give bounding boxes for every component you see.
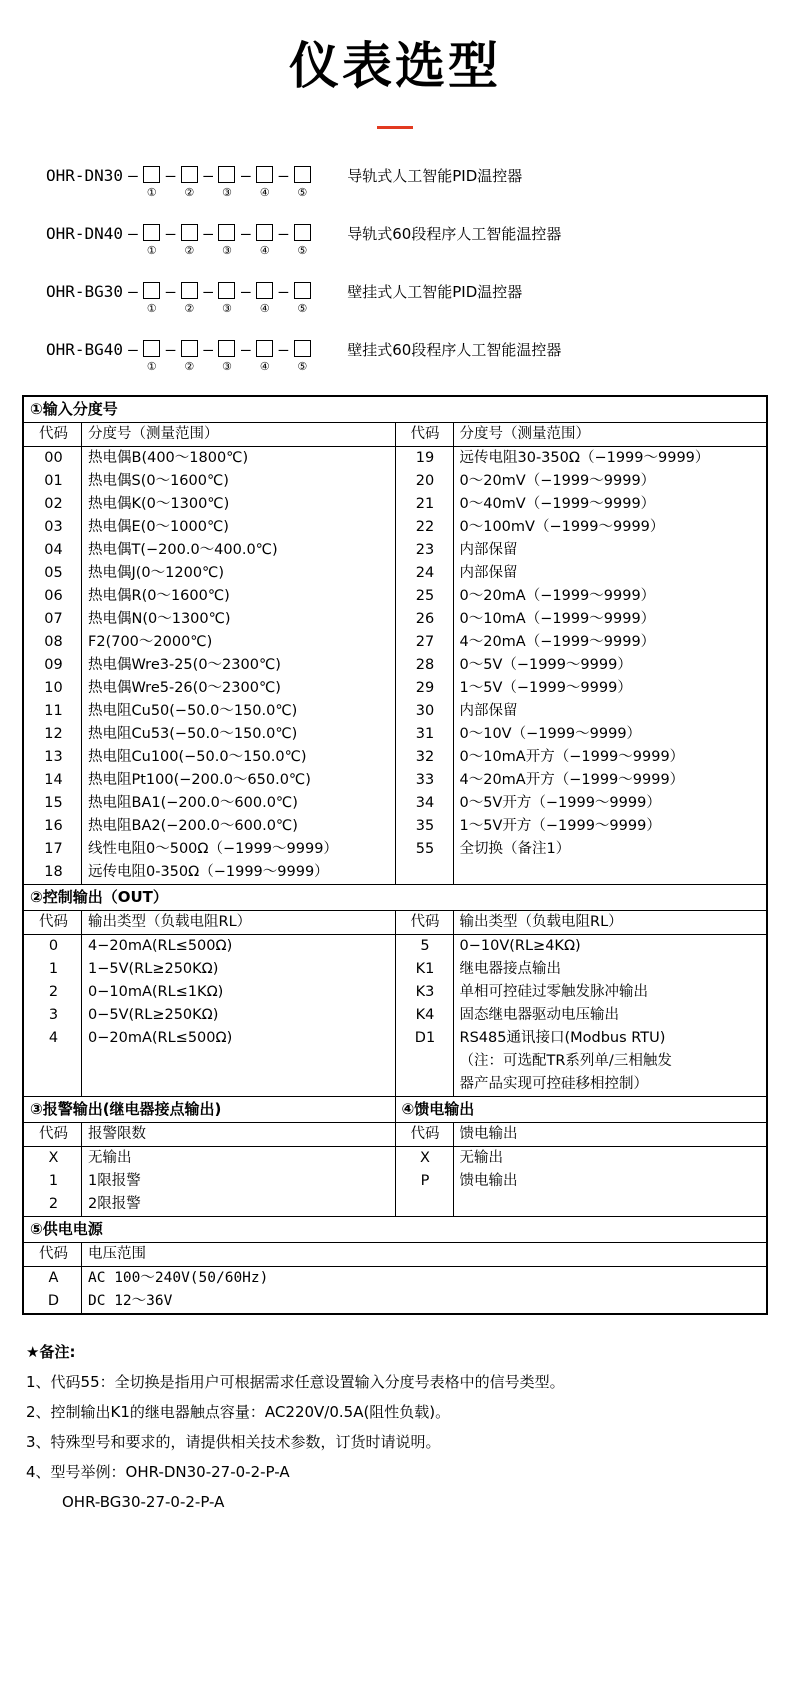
table-row: [24, 447, 767, 471]
cell-code: P: [395, 1170, 453, 1193]
model-slots: [125, 337, 313, 373]
cell-name: 热电偶T(−200.0～400.0℃): [82, 539, 396, 562]
cell-name: [453, 1193, 767, 1217]
cell-code: 5: [395, 935, 453, 959]
cell-name: 热电阻Cu53(−50.0～150.0℃): [82, 723, 396, 746]
model-slots: [125, 163, 313, 199]
cell-name: 内部保留: [453, 562, 767, 585]
slot-box: [143, 282, 160, 299]
cell-code: [395, 1193, 453, 1217]
col-header-code: 代码: [395, 911, 453, 935]
model-row: [46, 279, 790, 325]
table-row: [24, 539, 767, 562]
dash: –: [240, 282, 251, 301]
cell-code: 2: [24, 1193, 82, 1217]
model-slot-5: [291, 163, 313, 199]
dash: –: [278, 282, 289, 301]
cell-code: 1: [24, 958, 82, 981]
cell-code: 15: [24, 792, 82, 815]
cell-name: 0−10mA(RL≤1KΩ): [82, 981, 396, 1004]
slot-box: [143, 340, 160, 357]
cell-code: 02: [24, 493, 82, 516]
table-row: [24, 981, 767, 1004]
col-header-code: 代码: [24, 911, 82, 935]
table-row: [24, 562, 767, 585]
cell-name: 0～5V开方（−1999～9999）: [453, 792, 767, 815]
model-description: 导轨式60段程序人工智能温控器: [347, 225, 562, 243]
dash: –: [128, 224, 138, 243]
model-slot-2: [178, 221, 200, 257]
slot-number: ④: [259, 244, 270, 257]
slot-number: ③: [222, 302, 232, 315]
slot-box: [256, 166, 273, 183]
model-slot-2: [178, 279, 200, 315]
cell-code: D1: [395, 1027, 453, 1050]
slot-box: [218, 282, 235, 299]
cell-code: 10: [24, 677, 82, 700]
table-row: [24, 958, 767, 981]
cell-code: 32: [395, 746, 453, 769]
table-row: [24, 700, 767, 723]
cell-code: 23: [395, 539, 453, 562]
model-name: OHR-BG30: [46, 282, 124, 301]
model-description: 壁挂式人工智能PID温控器: [347, 283, 523, 301]
slot-box: [256, 282, 273, 299]
cell-name: 1～5V（−1999～9999）: [453, 677, 767, 700]
cell-name: DC 12～36V: [82, 1290, 767, 1314]
model-description: 导轨式人工智能PID温控器: [347, 167, 523, 185]
cell-name: 1限报警: [82, 1170, 396, 1193]
note-item-3: 3、特殊型号和要求的，请提供相关技术参数，订货时请说明。: [26, 1433, 441, 1451]
cell-name: 单相可控硅过零触发脉冲输出: [453, 981, 767, 1004]
cell-code: 08: [24, 631, 82, 654]
note-item-1: 1、代码55：全切换是指用户可根据需求任意设置输入分度号表格中的信号类型。: [26, 1373, 565, 1391]
table-row: [24, 516, 767, 539]
table-section-header-row: [24, 1217, 767, 1243]
cell-name: 内部保留: [453, 700, 767, 723]
model-slot-3: [216, 163, 238, 199]
cell-name: 4～20mA开方（−1999～9999）: [453, 769, 767, 792]
cell-name: 0～100mV（−1999～9999）: [453, 516, 767, 539]
model-slot-1: [141, 279, 163, 315]
dash: –: [203, 224, 213, 243]
cell-name: 热电阻Pt100(−200.0～650.0℃): [82, 769, 396, 792]
table-row: [24, 769, 767, 792]
model-slot-1: [141, 163, 163, 199]
notes-title: ★备注:: [26, 1343, 76, 1361]
cell-name: 热电阻Cu100(−50.0～150.0℃): [82, 746, 396, 769]
slot-box: [143, 224, 160, 241]
cell-code: 21: [395, 493, 453, 516]
dash: –: [240, 340, 251, 359]
table-row: [24, 1147, 767, 1171]
slot-box: [181, 340, 198, 357]
selection-table: [22, 395, 768, 1315]
cell-name: 0～20mA（−1999～9999）: [453, 585, 767, 608]
cell-name: 内部保留: [453, 539, 767, 562]
cell-code: 11: [24, 700, 82, 723]
table-row: [24, 493, 767, 516]
cell-name: 全切换（备注1）: [453, 838, 767, 861]
cell-code: 00: [24, 447, 82, 471]
table-row: [24, 1193, 767, 1217]
note-item-4: 4、型号举例：OHR-DN30-27-0-2-P-A: [26, 1463, 290, 1481]
col-header-name: 报警限数: [82, 1123, 396, 1147]
section-heading-feed: ④馈电输出: [395, 1097, 767, 1123]
cell-code: 26: [395, 608, 453, 631]
cell-code: K3: [395, 981, 453, 1004]
model-slot-4: [254, 163, 276, 199]
slot-box: [256, 224, 273, 241]
slot-number: ③: [222, 244, 232, 257]
cell-name: 线性电阻0～500Ω（−1999～9999）: [82, 838, 396, 861]
cell-name: （注：可选配TR系列单/三相触发: [453, 1050, 767, 1073]
cell-name: 4～20mA（−1999～9999）: [453, 631, 767, 654]
model-name: OHR-DN40: [46, 224, 124, 243]
col-header-code: 代码: [24, 1243, 82, 1267]
cell-code: 22: [395, 516, 453, 539]
table-row: [24, 470, 767, 493]
slot-number: ④: [259, 360, 270, 373]
slot-number: ②: [184, 244, 195, 257]
model-slots: [125, 221, 313, 257]
cell-code: 19: [395, 447, 453, 471]
cell-code: 1: [24, 1170, 82, 1193]
cell-code: 20: [395, 470, 453, 493]
cell-code: 35: [395, 815, 453, 838]
model-name: OHR-DN30: [46, 166, 124, 185]
table-row: [24, 861, 767, 885]
cell-name: 无输出: [82, 1147, 396, 1171]
dash: –: [165, 340, 176, 359]
table-row: [24, 723, 767, 746]
col-header-name: 分度号（测量范围）: [453, 423, 767, 447]
cell-code: 01: [24, 470, 82, 493]
cell-name: 热电阻BA2(−200.0～600.0℃): [82, 815, 396, 838]
section-heading-alarm: ③报警输出(继电器接点输出): [24, 1097, 396, 1123]
table-section-header-row: [24, 1097, 767, 1123]
cell-code: 17: [24, 838, 82, 861]
cell-code: X: [24, 1147, 82, 1171]
slot-number: ①: [146, 360, 157, 373]
dash: –: [128, 166, 138, 185]
col-header-code: 代码: [24, 423, 82, 447]
cell-code: 0: [24, 935, 82, 959]
cell-code: 04: [24, 539, 82, 562]
dash: –: [240, 166, 251, 185]
slot-box: [218, 340, 235, 357]
model-slot-5: [291, 279, 313, 315]
dash: –: [165, 282, 176, 301]
dash: –: [278, 340, 289, 359]
model-row: [46, 337, 790, 383]
cell-code: [395, 1073, 453, 1097]
model-slot-2: [178, 337, 200, 373]
table-row: [24, 792, 767, 815]
cell-name: 热电偶K(0～1300℃): [82, 493, 396, 516]
table-row: [24, 1290, 767, 1314]
cell-code: K4: [395, 1004, 453, 1027]
cell-code: 24: [395, 562, 453, 585]
cell-code: X: [395, 1147, 453, 1171]
cell-code: 06: [24, 585, 82, 608]
dash: –: [203, 340, 213, 359]
slot-box: [294, 224, 311, 241]
cell-name: 0−10V(RL≥4KΩ): [453, 935, 767, 959]
section-heading-power: ⑤供电电源: [24, 1217, 767, 1243]
cell-code: A: [24, 1267, 82, 1291]
table-row: [24, 1027, 767, 1050]
model-slot-4: [254, 221, 276, 257]
cell-name: RS485通讯接口(Modbus RTU): [453, 1027, 767, 1050]
note-example-2: OHR-BG30-27-0-2-P-A: [62, 1493, 225, 1511]
cell-code: 29: [395, 677, 453, 700]
cell-code: 4: [24, 1027, 82, 1050]
slot-number: ①: [146, 186, 157, 199]
page-title: 仪表选型: [289, 37, 501, 95]
dash: –: [240, 224, 251, 243]
slot-box: [218, 224, 235, 241]
cell-name: 0～5V（−1999～9999）: [453, 654, 767, 677]
model-slot-1: [141, 337, 163, 373]
slot-number: ②: [184, 302, 195, 315]
slot-box: [294, 340, 311, 357]
slot-number: ②: [184, 186, 195, 199]
cell-name: 热电偶N(0～1300℃): [82, 608, 396, 631]
cell-name: AC 100～240V(50/60Hz): [82, 1267, 767, 1291]
slot-number: ⑤: [297, 186, 308, 199]
model-slot-5: [291, 221, 313, 257]
cell-code: 07: [24, 608, 82, 631]
slot-number: ①: [146, 302, 157, 315]
slot-box: [294, 282, 311, 299]
cell-name: 4−20mA(RL≤500Ω): [82, 935, 396, 959]
cell-name: 馈电输出: [453, 1170, 767, 1193]
cell-name: 热电偶R(0～1600℃): [82, 585, 396, 608]
cell-name: 远传电阻0-350Ω（−1999～9999）: [82, 861, 396, 885]
cell-code: [395, 861, 453, 885]
model-code-diagram: [0, 163, 790, 383]
table-row: [24, 1050, 767, 1073]
cell-code: 12: [24, 723, 82, 746]
cell-name: [82, 1073, 396, 1097]
dash: –: [165, 224, 176, 243]
cell-name: 热电偶J(0～1200℃): [82, 562, 396, 585]
cell-name: 0～10mA（−1999～9999）: [453, 608, 767, 631]
model-name: OHR-BG40: [46, 340, 124, 359]
col-header-name: 馈电输出: [453, 1123, 767, 1147]
cell-name: 热电偶S(0～1600℃): [82, 470, 396, 493]
cell-code: 03: [24, 516, 82, 539]
table-row: [24, 654, 767, 677]
slot-number: ⑤: [297, 360, 308, 373]
cell-code: 28: [395, 654, 453, 677]
cell-code: 25: [395, 585, 453, 608]
table-row: [24, 608, 767, 631]
table-row: [24, 585, 767, 608]
cell-name: F2(700～2000℃): [82, 631, 396, 654]
cell-name: 热电阻BA1(−200.0～600.0℃): [82, 792, 396, 815]
cell-name: [453, 861, 767, 885]
title-divider: [377, 126, 413, 129]
table-row: [24, 1004, 767, 1027]
slot-box: [143, 166, 160, 183]
model-row: [46, 221, 790, 267]
section-heading-output: ②控制输出（OUT）: [24, 885, 767, 911]
table-row: [24, 838, 767, 861]
col-header-name: 分度号（测量范围）: [82, 423, 396, 447]
slot-box: [294, 166, 311, 183]
table-section-header-row: [24, 885, 767, 911]
cell-name: 固态继电器驱动电压输出: [453, 1004, 767, 1027]
cell-code: 13: [24, 746, 82, 769]
slot-number: ⑤: [297, 244, 308, 257]
table-row: [24, 677, 767, 700]
cell-code: 34: [395, 792, 453, 815]
cell-name: 0～10V（−1999～9999）: [453, 723, 767, 746]
cell-name: 继电器接点输出: [453, 958, 767, 981]
cell-name: 器产品实现可控硅移相控制）: [453, 1073, 767, 1097]
dash: –: [203, 166, 213, 185]
slot-number: ④: [259, 186, 270, 199]
cell-name: 远传电阻30-350Ω（−1999～9999）: [453, 447, 767, 471]
slot-number: ④: [259, 302, 270, 315]
table-row: [24, 935, 767, 959]
cell-code: 3: [24, 1004, 82, 1027]
col-header-code: 代码: [395, 423, 453, 447]
table-section-header-row: [24, 397, 767, 423]
model-slot-2: [178, 163, 200, 199]
model-slot-4: [254, 337, 276, 373]
model-slot-5: [291, 337, 313, 373]
table-header-row: [24, 1243, 767, 1267]
model-slot-3: [216, 337, 238, 373]
slot-box: [218, 166, 235, 183]
slot-box: [181, 224, 198, 241]
table-row: [24, 1170, 767, 1193]
cell-name: 1～5V开方（−1999～9999）: [453, 815, 767, 838]
dash: –: [165, 166, 176, 185]
table-row: [24, 1073, 767, 1097]
cell-name: 热电偶B(400～1800℃): [82, 447, 396, 471]
cell-name: 热电阻Cu50(−50.0～150.0℃): [82, 700, 396, 723]
cell-code: 14: [24, 769, 82, 792]
col-header-code: 代码: [24, 1123, 82, 1147]
cell-name: 热电偶Wre3-25(0～2300℃): [82, 654, 396, 677]
model-slot-4: [254, 279, 276, 315]
col-header-code: 代码: [395, 1123, 453, 1147]
cell-code: 55: [395, 838, 453, 861]
slot-box: [181, 166, 198, 183]
table-row: [24, 746, 767, 769]
model-slot-1: [141, 221, 163, 257]
model-slots: [125, 279, 313, 315]
notes-section: [26, 1337, 764, 1517]
cell-code: 27: [395, 631, 453, 654]
cell-name: 0～40mV（−1999～9999）: [453, 493, 767, 516]
cell-name: 热电偶E(0～1000℃): [82, 516, 396, 539]
cell-name: 2限报警: [82, 1193, 396, 1217]
cell-code: [24, 1073, 82, 1097]
table-header-row: [24, 423, 767, 447]
section-heading-input: ①输入分度号: [24, 397, 767, 423]
dash: –: [203, 282, 213, 301]
slot-number: ①: [146, 244, 157, 257]
cell-code: 30: [395, 700, 453, 723]
col-header-name: 电压范围: [82, 1243, 767, 1267]
slot-number: ②: [184, 360, 195, 373]
slot-number: ③: [222, 360, 232, 373]
table-row: [24, 631, 767, 654]
cell-code: 31: [395, 723, 453, 746]
cell-code: 16: [24, 815, 82, 838]
cell-code: 09: [24, 654, 82, 677]
slot-box: [256, 340, 273, 357]
table-row: [24, 815, 767, 838]
dash: –: [128, 340, 138, 359]
cell-code: 18: [24, 861, 82, 885]
cell-code: 33: [395, 769, 453, 792]
cell-name: 1−5V(RL≥250KΩ): [82, 958, 396, 981]
slot-number: ⑤: [297, 302, 308, 315]
cell-code: [24, 1050, 82, 1073]
cell-name: 0～10mA开方（−1999～9999）: [453, 746, 767, 769]
col-header-name: 输出类型（负载电阻RL）: [453, 911, 767, 935]
cell-code: [395, 1050, 453, 1073]
cell-name: 0～20mV（−1999～9999）: [453, 470, 767, 493]
cell-code: D: [24, 1290, 82, 1314]
table-header-row: [24, 911, 767, 935]
model-row: [46, 163, 790, 209]
note-item-2: 2、控制输出K1的继电器触点容量：AC220V/0.5A(阻性负载)。: [26, 1403, 451, 1421]
cell-name: 无输出: [453, 1147, 767, 1171]
model-description: 壁挂式60段程序人工智能温控器: [347, 341, 562, 359]
cell-code: 2: [24, 981, 82, 1004]
cell-name: 0−20mA(RL≤500Ω): [82, 1027, 396, 1050]
dash: –: [278, 166, 289, 185]
cell-code: 05: [24, 562, 82, 585]
table-row: [24, 1267, 767, 1291]
cell-name: [82, 1050, 396, 1073]
dash: –: [128, 282, 138, 301]
cell-name: 热电偶Wre5-26(0～2300℃): [82, 677, 396, 700]
cell-code: K1: [395, 958, 453, 981]
cell-name: 0−5V(RL≥250KΩ): [82, 1004, 396, 1027]
model-slot-3: [216, 221, 238, 257]
model-slot-3: [216, 279, 238, 315]
table-header-row: [24, 1123, 767, 1147]
col-header-name: 输出类型（负载电阻RL）: [82, 911, 396, 935]
slot-number: ③: [222, 186, 232, 199]
dash: –: [278, 224, 289, 243]
slot-box: [181, 282, 198, 299]
